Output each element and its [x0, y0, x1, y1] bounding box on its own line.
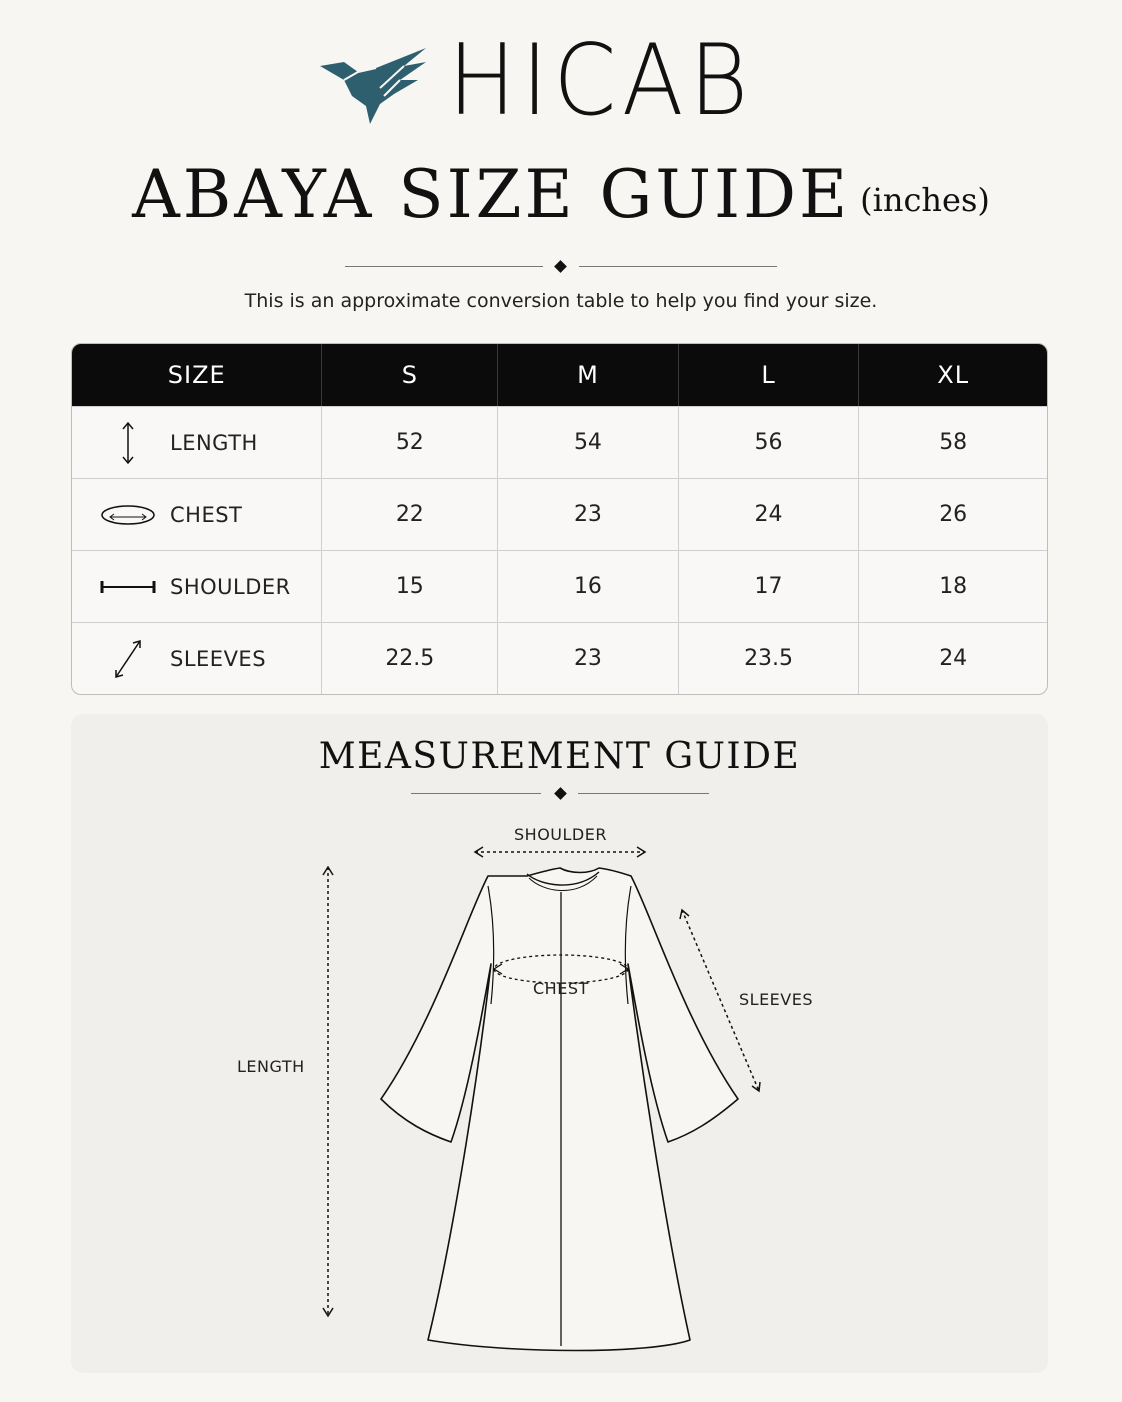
table-cell: 18: [859, 550, 1047, 622]
brand-wordmark: HICAB: [448, 24, 754, 138]
table-cell: 23: [498, 478, 679, 550]
table-header-row: [72, 344, 1047, 406]
row-label: CHEST: [170, 502, 243, 527]
unit-label: (inches): [860, 181, 990, 219]
table-row: [72, 478, 1047, 550]
vertical-arrow-icon: [100, 421, 156, 465]
guide-title: MEASUREMENT GUIDE: [318, 736, 801, 777]
title-divider: [345, 260, 777, 274]
table-cell: 52: [322, 406, 498, 478]
diamond-icon: [554, 260, 567, 273]
table-cell: 16: [498, 550, 679, 622]
row-label-cell: [72, 622, 322, 694]
size-table: [71, 343, 1048, 695]
abaya-diagram: [71, 714, 1048, 1373]
table-cell: 54: [498, 406, 679, 478]
table-cell: 23: [498, 622, 679, 694]
column-header: SIZE: [72, 344, 322, 406]
diagonal-arrow-icon: [100, 638, 156, 680]
table-cell: 58: [859, 406, 1047, 478]
row-label-cell: [72, 550, 322, 622]
shoulder-label: SHOULDER: [514, 825, 607, 844]
page-title-text: ABAYA SIZE GUIDE: [132, 156, 851, 233]
row-label: LENGTH: [170, 430, 258, 455]
table-row: [72, 550, 1047, 622]
table-cell: 26: [859, 478, 1047, 550]
chest-label: CHEST: [533, 979, 589, 998]
table-cell: 15: [322, 550, 498, 622]
column-header: S: [322, 344, 498, 406]
column-header: L: [679, 344, 860, 406]
row-label: SLEEVES: [170, 646, 267, 671]
table-row: [72, 406, 1047, 478]
row-label-cell: [72, 478, 322, 550]
brand-header: [0, 0, 1122, 150]
horizontal-bar-icon: [100, 577, 156, 597]
table-cell: 24: [679, 478, 860, 550]
row-label: SHOULDER: [170, 574, 291, 599]
bird-logo-icon: [318, 44, 430, 126]
table-cell: 23.5: [679, 622, 860, 694]
length-label: LENGTH: [237, 1057, 305, 1076]
table-cell: 22.5: [322, 622, 498, 694]
table-row: [72, 622, 1047, 694]
table-cell: 17: [679, 550, 860, 622]
column-header: M: [498, 344, 679, 406]
sleeves-label: SLEEVES: [739, 990, 813, 1009]
subtitle: This is an approximate conversion table to help you find your size.: [244, 290, 878, 312]
table-cell: 22: [322, 478, 498, 550]
table-cell: 24: [859, 622, 1047, 694]
column-header: XL: [859, 344, 1047, 406]
table-cell: 56: [679, 406, 860, 478]
chest-loop-icon: [100, 500, 156, 530]
page-title: [0, 156, 1122, 233]
measurement-guide-panel: [71, 714, 1048, 1373]
row-label-cell: [72, 406, 322, 478]
